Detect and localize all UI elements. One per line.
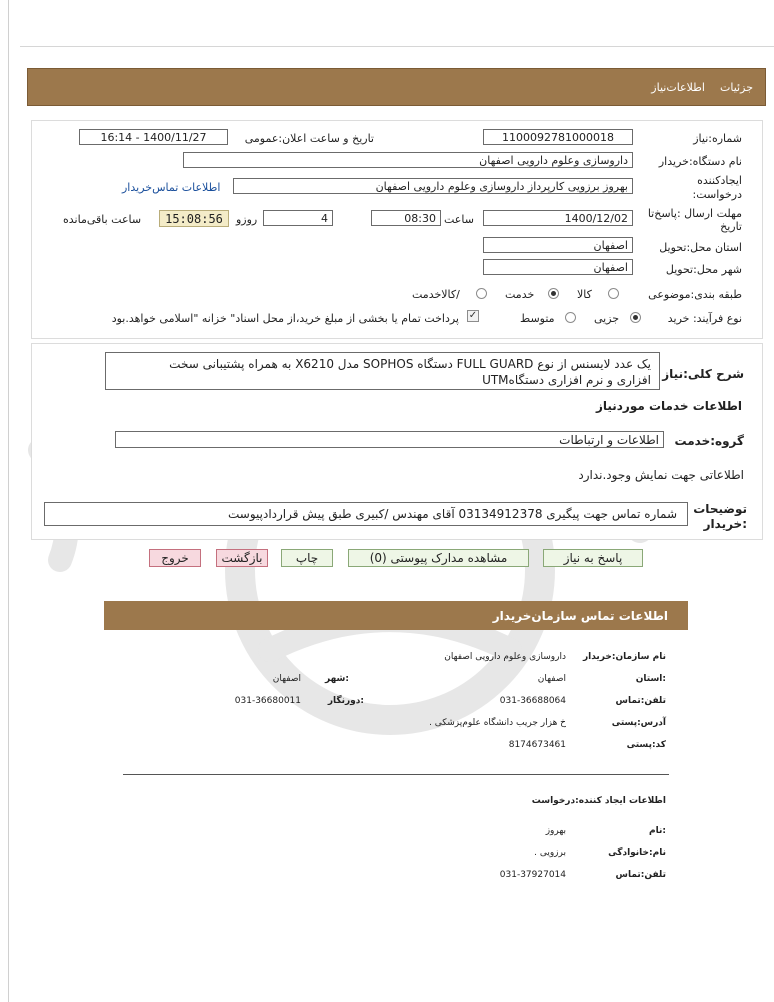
payment-note: پرداخت تمام یا بخشی از مبلغ خرید،از محل اسناد" خزانه "اسلامی خواهد.بود [111,312,459,325]
category-option-goods-service: /کالاخدمت [412,288,460,301]
tab-need-info[interactable]: اطلاعات‌نیاز [651,81,705,94]
deadline-label-2: تاریخ [720,220,742,233]
process-radio-minor[interactable] [630,312,641,323]
group-label: گروه:خدمت [674,434,744,448]
city-field: اصفهان [483,259,633,275]
province-field: اصفهان [483,237,633,253]
announce-date-field: 16:14 - 1400/11/27 [79,129,228,145]
summary-line-1: یک عدد لایسنس از نوع FULL GUARD دستگاه SOPHOS مدل X6210 به همراه پشتیبانی سخت [169,357,651,371]
print-button[interactable]: چاپ [281,549,333,567]
deadline-label-1: مهلت ارسال :پاسخ‌تا [647,207,742,220]
services-title: اطلاعات خدمات موردنیاز [595,399,742,413]
org-label: نام سازمان:خریدار [582,652,666,662]
city-label: شهر محل:تحویل [665,263,742,276]
remaining-timer: 15:08:56 [159,210,229,227]
creator-section-title: اطلاعات ایجاد کننده:درخواست [531,796,666,806]
creator-label-2: درخواست: [692,188,742,201]
deadline-date-field: 1400/12/02 [483,210,633,226]
days-label: روزو [236,213,258,226]
address-label: آدرس:پستی [611,718,666,728]
creator-name-value: بهروز [545,826,566,836]
postal-value: 8174673461 [508,740,566,750]
phone-value: 031-36688064 [499,696,566,706]
process-label: نوع فرآیند: خرید [667,312,742,325]
postal-label: کد:پستی [626,740,666,750]
contact-province-value: اصفهان [537,674,566,684]
creator-family-label: نام:خانوادگی [608,848,666,858]
days-field: 4 [263,210,333,226]
creator-label-1: ایجادکننده [697,174,742,187]
creator-name-label: :نام [649,826,666,836]
category-option-goods: کالا [577,288,592,301]
group-field: اطلاعات و ارتباطات [115,431,664,448]
org-value: داروسازی وعلوم دارویی اصفهان [444,652,566,662]
process-radio-medium[interactable] [565,312,576,323]
phone-label: تلفن:تماس [615,696,666,706]
notes-field: شماره تماس جهت پیگیری 03134912378 آقای مهندس /کبیری طبق پیش قراردادپیوست [44,502,688,526]
process-option-medium: متوسط [520,312,555,325]
contact-province-label: :استان [635,674,666,684]
top-divider [20,46,774,47]
category-radio-goods-service[interactable] [476,288,487,299]
header-bar [27,68,766,106]
contact-title: اطلاعات تماس سازمان‌خریدار [492,609,668,623]
exit-button[interactable]: خروج [149,549,201,567]
category-option-service: خدمت [505,288,535,301]
process-option-minor: جزیی [594,312,620,325]
need-number-label: شماره:نیاز [693,132,742,145]
remaining-label: ساعت باقی‌مانده [63,213,142,226]
buyer-label: نام دستگاه:خریدار [658,155,742,168]
contact-city-label: :شهر [325,674,349,684]
attachments-button[interactable]: مشاهده مدارک پیوستی (0) [348,549,529,567]
announce-label: تاریخ و ساعت اعلان:عمومی [244,132,374,145]
contact-city-value: اصفهان [272,674,301,684]
summary-line-2: افزاری و نرم افزاری دستگاهUTM [482,373,651,387]
creator-family-value: برزویی . [534,848,566,858]
contact-divider [123,774,669,775]
notes-label-1: توضیحات [693,502,747,516]
category-label: طبقه بندی:موضوعی [648,288,742,301]
payment-checkbox[interactable]: ✓ [468,310,478,321]
summary-label: شرح کلی:نیاز [662,367,744,381]
notes-label-2: :خریدار [703,517,747,531]
creator-phone-label: تلفن:تماس [615,870,666,880]
fax-label: :دورنگار [327,696,364,706]
buyer-field: داروسازی وعلوم دارویی اصفهان [183,152,633,168]
left-border [8,0,9,1002]
category-radio-goods[interactable] [608,288,619,299]
back-button[interactable]: بازگشت [216,549,268,567]
creator-phone-value: 031-37927014 [499,870,566,880]
fax-value: 031-36680011 [234,696,301,706]
no-info-text: اطلاعاتی جهت نمایش وجود.ندارد [578,468,744,482]
province-label: استان محل:تحویل [659,241,742,254]
summary-box [105,352,660,390]
tab-details[interactable]: جزئیات [720,81,753,94]
deadline-time-field: 08:30 [371,210,441,226]
reply-button[interactable]: پاسخ به نیاز [543,549,643,567]
buyer-contact-link[interactable]: اطلاعات تماس‌خریدار [122,181,221,194]
need-number-field: 1100092781000018 [483,129,633,145]
category-radio-service[interactable] [548,288,559,299]
contact-header [104,601,688,630]
address-value: خ هزار جریب دانشگاه علوم‌پزشکی . [429,718,566,728]
creator-field: بهروز برزویی کارپرداز داروسازی وعلوم دارویی اصفهان [233,178,633,194]
hour-label: ساعت [444,213,474,226]
